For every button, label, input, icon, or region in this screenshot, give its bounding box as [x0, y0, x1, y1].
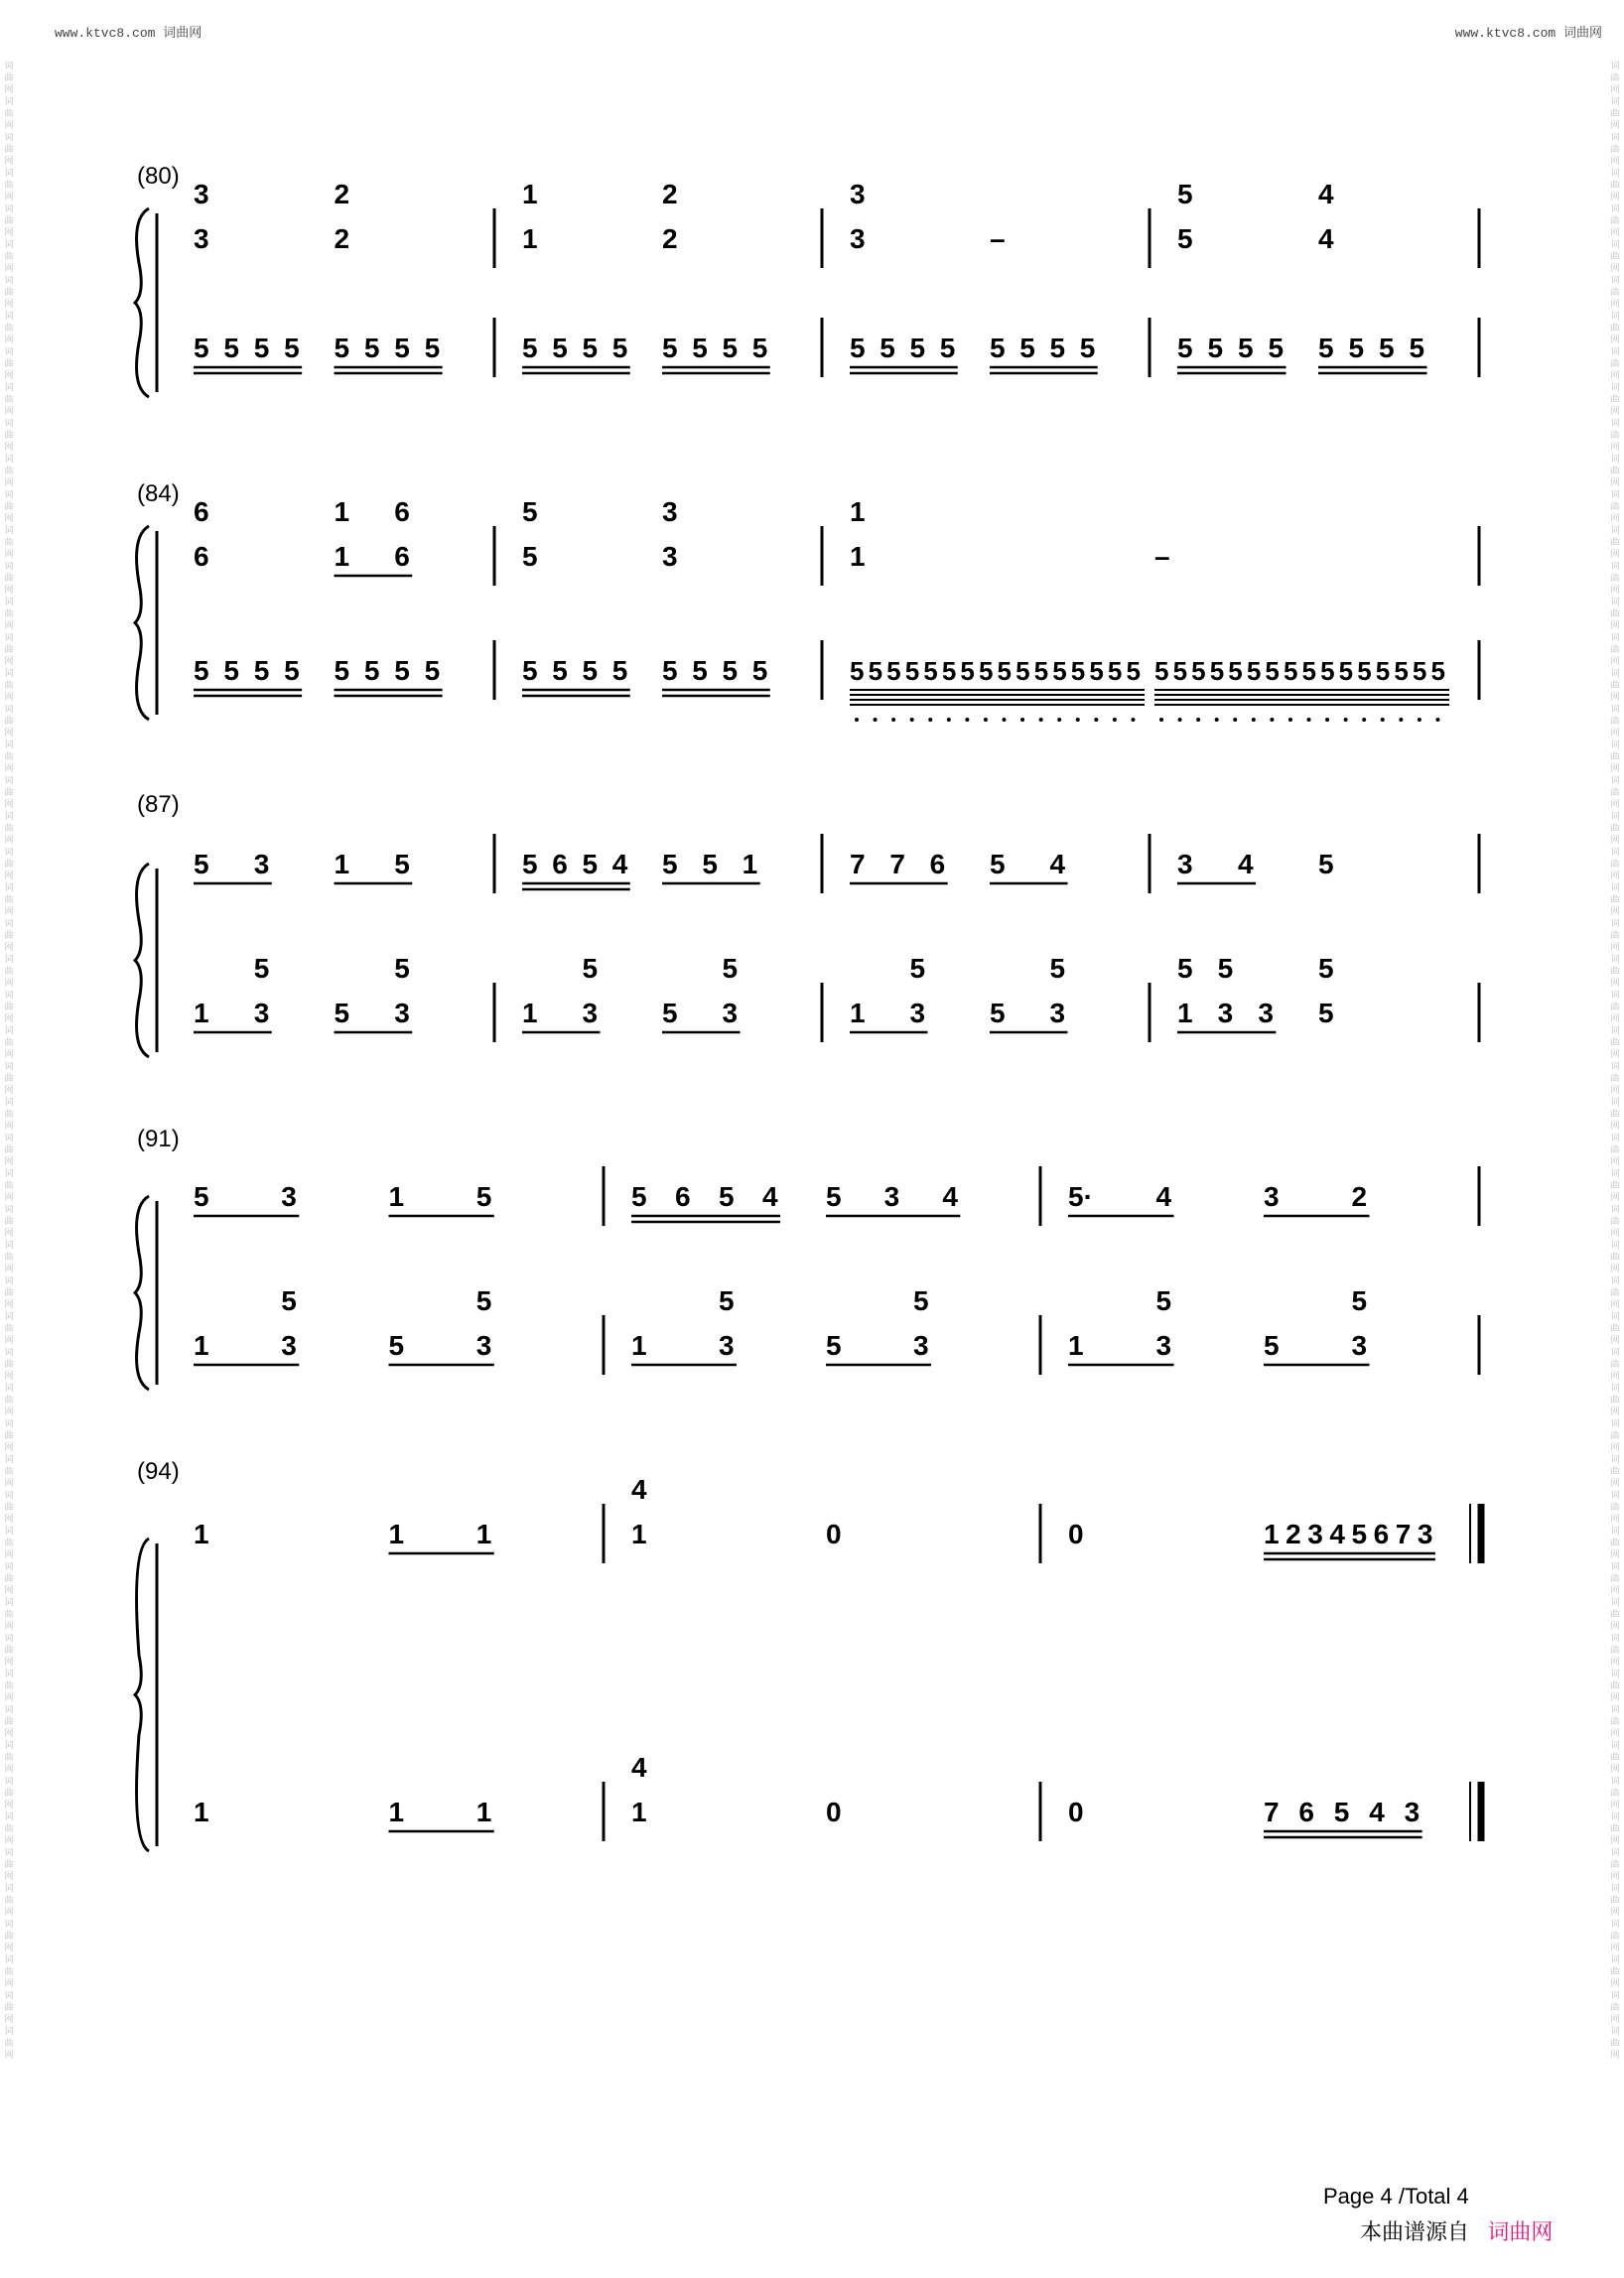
bass-upper-note: 5	[281, 1285, 297, 1316]
octave-dot	[1381, 718, 1385, 722]
treble-note: 4	[611, 849, 628, 879]
bass-note: 5	[1079, 333, 1096, 363]
bass-note: 5	[611, 333, 628, 363]
octave-dot	[1215, 718, 1219, 722]
treble-upper-note: 3	[850, 179, 866, 209]
source-brand-link[interactable]: 词曲网	[1487, 2219, 1554, 2244]
bass-upper-note: 5	[722, 953, 739, 984]
octave-dot	[1399, 718, 1403, 722]
treble-note: 1	[631, 1519, 647, 1549]
bass-note: 1	[631, 1797, 647, 1827]
measure-number: (91)	[137, 1126, 180, 1152]
bass-note: 3	[281, 1330, 297, 1361]
bass-note: 5	[1033, 656, 1049, 686]
octave-dot	[965, 718, 969, 722]
bass-note: 5	[1264, 1330, 1280, 1361]
bass-note: 5	[1268, 333, 1285, 363]
bass-note: 5	[223, 655, 239, 686]
treble-note: 4	[1318, 223, 1334, 254]
treble-note: 3	[1307, 1519, 1323, 1549]
bass-note: 1	[1068, 1330, 1084, 1361]
bass-note: 1	[850, 998, 866, 1028]
brace-icon	[135, 864, 149, 1057]
bass-note: 0	[1068, 1797, 1084, 1827]
treble-note: 5	[522, 849, 538, 879]
bass-note: 5	[868, 656, 883, 686]
bass-note: 5	[960, 656, 975, 686]
bass-note: 5	[751, 333, 768, 363]
bass-note: 3	[582, 998, 599, 1028]
treble-upper-note: 6	[394, 496, 410, 527]
bass-note: 3	[1351, 1330, 1368, 1361]
bass-note: 5	[850, 656, 865, 686]
bass-note: 5	[751, 655, 768, 686]
bass-note: 5	[522, 655, 538, 686]
bass-note: 5	[662, 998, 678, 1028]
treble-note: 5	[702, 849, 718, 879]
bass-note: 5	[1301, 656, 1316, 686]
bass-note: 3	[909, 998, 926, 1028]
treble-note: 1	[334, 541, 350, 572]
brace-icon	[135, 1539, 149, 1851]
bass-note: 5	[388, 1330, 405, 1361]
treble-upper-note: 4	[1318, 179, 1334, 209]
octave-dot	[1057, 718, 1061, 722]
bass-note: 1	[522, 998, 538, 1028]
measure-number: (80)	[137, 163, 180, 190]
treble-upper-note: 3	[194, 179, 209, 209]
bass-note: 3	[1049, 998, 1066, 1028]
bass-note: 5	[1338, 656, 1354, 686]
bass-note: 5	[1348, 333, 1365, 363]
treble-note: 3	[662, 541, 678, 572]
treble-note: 6	[1373, 1519, 1390, 1549]
octave-dot	[1288, 718, 1292, 722]
treble-note: 1	[522, 223, 538, 254]
bass-note: 6	[1298, 1797, 1314, 1827]
bass-note: 5	[424, 333, 441, 363]
treble-note: 5	[662, 849, 678, 879]
bass-note: 5	[909, 333, 926, 363]
octave-dot	[1418, 718, 1421, 722]
bass-upper-note: 5	[394, 953, 410, 984]
bass-note: 5	[1379, 333, 1395, 363]
octave-dot	[1003, 718, 1007, 722]
octave-dot	[1252, 718, 1256, 722]
bass-note: 4	[1369, 1797, 1385, 1827]
bass-note: 5	[1412, 656, 1427, 686]
treble-upper-note: 1	[334, 496, 350, 527]
treble-note: 3	[1417, 1519, 1433, 1549]
bass-note: 0	[826, 1797, 842, 1827]
right-side-watermark: 词曲网词曲网词曲网词曲网词曲网词曲网词曲网词曲网词曲网词曲网词曲网词曲网词曲网词曲网词曲网词曲网词曲网词曲网词曲网词曲网词曲网词曲网词曲网词曲网词曲网词曲网词曲网词曲网词曲网词曲网词曲网词曲网词曲网词曲网词曲网词曲网词曲网词曲网词曲网词曲网词曲网词曲网词曲网词曲网词曲网词曲网词曲网词曲网词曲网词曲网词曲网词曲网词曲网词曲网词曲网词曲网	[1610, 61, 1620, 2060]
treble-note: 4	[1238, 849, 1254, 879]
bass-note: 5	[334, 998, 350, 1028]
bass-note: 5	[722, 655, 739, 686]
treble-note: 5	[194, 849, 209, 879]
treble-note: 0	[1068, 1519, 1084, 1549]
bass-note: 5	[1015, 656, 1030, 686]
treble-upper-note: 5	[1177, 179, 1193, 209]
bass-upper-note: 5	[1049, 953, 1066, 984]
bass-note: 5	[611, 655, 628, 686]
octave-dot	[1325, 718, 1329, 722]
bass-note: 5	[850, 333, 866, 363]
treble-note: 3	[253, 849, 270, 879]
treble-note: 6	[929, 849, 946, 879]
treble-note: 2	[662, 223, 678, 254]
bass-note: 5	[662, 655, 678, 686]
bass-note: 5	[1320, 656, 1335, 686]
bass-note: 3	[719, 1330, 735, 1361]
treble-upper-note: 1	[522, 179, 538, 209]
treble-note: 5	[582, 849, 599, 879]
octave-dot	[1131, 718, 1135, 722]
treble-note: 0	[826, 1519, 842, 1549]
source-credit	[1360, 2215, 1553, 2246]
bass-note: 5	[1409, 333, 1425, 363]
bass-note: 5	[223, 333, 239, 363]
treble-note: 1	[742, 849, 758, 879]
bass-note: 3	[475, 1330, 492, 1361]
octave-dot	[1435, 718, 1439, 722]
bass-note: 5	[284, 333, 300, 363]
left-side-watermark: 词曲网词曲网词曲网词曲网词曲网词曲网词曲网词曲网词曲网词曲网词曲网词曲网词曲网词曲网词曲网词曲网词曲网词曲网词曲网词曲网词曲网词曲网词曲网词曲网词曲网词曲网词曲网词曲网词曲网词曲网词曲网词曲网词曲网词曲网词曲网词曲网词曲网词曲网词曲网词曲网词曲网词曲网词曲网词曲网词曲网词曲网词曲网词曲网词曲网词曲网词曲网词曲网词曲网词曲网词曲网词曲网	[4, 61, 14, 2060]
octave-dot	[928, 718, 932, 722]
bass-note: 5	[394, 655, 410, 686]
bass-note: 1	[631, 1330, 647, 1361]
treble-note: 5	[1351, 1519, 1368, 1549]
bass-note: 5	[1089, 656, 1104, 686]
systems-group	[135, 163, 1482, 1851]
bass-note: 5	[253, 655, 270, 686]
bass-note: 5	[582, 655, 599, 686]
treble-note: 6	[552, 849, 568, 879]
bass-note: 5	[886, 656, 901, 686]
treble-note: 5	[990, 849, 1006, 879]
system-2	[135, 480, 1479, 722]
bass-note: 5	[552, 333, 568, 363]
bass-note: 5	[552, 655, 568, 686]
bass-note: 5	[990, 333, 1006, 363]
bass-note: 1	[194, 998, 209, 1028]
bass-note: 5	[1052, 656, 1067, 686]
bass-note: 5	[1172, 656, 1188, 686]
bass-note: 5	[939, 333, 956, 363]
page-indicator	[1323, 2184, 1469, 2210]
bass-note: 5	[194, 655, 209, 686]
measure-number: (84)	[137, 480, 180, 507]
bass-note: 5	[1019, 333, 1035, 363]
bass-note: 5	[1318, 998, 1334, 1028]
bass-note: 5	[1209, 656, 1225, 686]
system-1	[135, 163, 1479, 397]
system-3	[135, 791, 1479, 1057]
bass-note: 5	[194, 333, 209, 363]
treble-note: 1	[850, 541, 866, 572]
header-right-text: www.ktvc8.com 词曲网	[1454, 26, 1602, 41]
treble-note: 5	[719, 1181, 735, 1212]
bass-note: 5	[978, 656, 994, 686]
treble-upper-note: 2	[662, 179, 678, 209]
bass-upper-note: 5	[909, 953, 926, 984]
bass-note: 1	[388, 1797, 405, 1827]
treble-note: 2	[334, 223, 350, 254]
bass-note: 5	[662, 333, 678, 363]
octave-dot	[1196, 718, 1200, 722]
treble-note: 5	[631, 1181, 647, 1212]
treble-upper-note: 3	[662, 496, 678, 527]
octave-dot	[1076, 718, 1080, 722]
bass-note: 5	[1394, 656, 1409, 686]
octave-dot	[1178, 718, 1182, 722]
treble-note: 7	[850, 849, 866, 879]
bass-note: 1	[1177, 998, 1193, 1028]
treble-note: 5	[826, 1181, 842, 1212]
bass-note: 3	[1217, 998, 1234, 1028]
bass-note: 5	[692, 655, 708, 686]
bass-note: 3	[394, 998, 410, 1028]
treble-note: 3	[850, 223, 866, 254]
bass-note: 5	[284, 655, 300, 686]
bass-note: 3	[253, 998, 270, 1028]
treble-note: 3	[194, 223, 209, 254]
bass-note: 3	[1404, 1797, 1421, 1827]
octave-dot	[1020, 718, 1024, 722]
octave-dot	[1039, 718, 1043, 722]
octave-dot	[1094, 718, 1098, 722]
bass-upper-note: 5	[475, 1285, 492, 1316]
bass-note: 3	[1258, 998, 1274, 1028]
bass-note: 5	[1191, 656, 1206, 686]
bass-note: 5	[1070, 656, 1086, 686]
treble-note: 2	[1286, 1519, 1301, 1549]
treble-note: 4	[1329, 1519, 1345, 1549]
octave-dot	[984, 718, 988, 722]
bass-note: 5	[1126, 656, 1141, 686]
bass-note: 3	[1155, 1330, 1172, 1361]
treble-note: 5	[1318, 849, 1334, 879]
bass-note: 5	[1333, 1797, 1350, 1827]
octave-dot	[910, 718, 914, 722]
bass-upper-note: 5	[719, 1285, 735, 1316]
treble-note: 6	[394, 541, 410, 572]
bass-note: 1	[194, 1330, 209, 1361]
treble-note: 1	[1264, 1519, 1280, 1549]
bass-note: 5	[1228, 656, 1243, 686]
bass-note: 5	[1238, 333, 1254, 363]
brace-icon	[135, 208, 149, 397]
bass-note: 5	[253, 333, 270, 363]
bass-note: 5	[880, 333, 895, 363]
bass-note: 5	[941, 656, 957, 686]
treble-upper-note: 4	[631, 1474, 647, 1505]
treble-note: 4	[1155, 1181, 1172, 1212]
octave-dot	[1113, 718, 1117, 722]
treble-note: 1	[388, 1181, 405, 1212]
treble-note: 5	[1177, 223, 1193, 254]
octave-dot	[947, 718, 951, 722]
treble-note: 3	[883, 1181, 900, 1212]
bass-upper-note: 5	[1155, 1285, 1172, 1316]
bass-note: 5	[363, 333, 380, 363]
bass-upper-note: 5	[1318, 953, 1334, 984]
bass-note: 5	[904, 656, 920, 686]
bass-upper-note: 5	[1351, 1285, 1368, 1316]
treble-note: 6	[194, 541, 209, 572]
system-4	[135, 1126, 1479, 1390]
bass-note: 5	[394, 333, 410, 363]
bass-note: 5	[424, 655, 441, 686]
bass-note: 1	[475, 1797, 492, 1827]
treble-note: 1	[475, 1519, 492, 1549]
bass-upper-note: 5	[253, 953, 270, 984]
header-left-text: www.ktvc8.com 词曲网	[55, 26, 203, 41]
treble-note: 3	[1177, 849, 1193, 879]
treble-note: 4	[942, 1181, 958, 1212]
bass-note: 5	[990, 998, 1006, 1028]
bass-note: 5	[997, 656, 1012, 686]
bass-note: 5	[334, 333, 350, 363]
octave-dot	[874, 718, 878, 722]
bass-note: 5	[1177, 333, 1193, 363]
bass-note: 5	[1283, 656, 1298, 686]
bass-note: 5	[1430, 656, 1445, 686]
bass-note: 5	[522, 333, 538, 363]
treble-upper-note: 2	[334, 179, 350, 209]
bass-note: 5	[923, 656, 938, 686]
bass-note: 3	[913, 1330, 929, 1361]
treble-note: 1	[388, 1519, 405, 1549]
bass-upper-note: 5	[1177, 953, 1193, 984]
bass-upper-note: 5	[913, 1285, 929, 1316]
bass-note: 5	[1357, 656, 1372, 686]
treble-note: –	[1154, 541, 1170, 572]
octave-dot	[1233, 718, 1237, 722]
treble-note: 5	[475, 1181, 492, 1212]
treble-note: 5	[194, 1181, 209, 1212]
bass-note: 3	[722, 998, 739, 1028]
treble-upper-note: 6	[194, 496, 209, 527]
treble-note: 3	[1264, 1181, 1280, 1212]
bass-note: 5	[722, 333, 739, 363]
octave-dot	[1159, 718, 1163, 722]
treble-note: 2	[1351, 1181, 1368, 1212]
bass-note: 5	[1246, 656, 1262, 686]
bass-upper-note: 5	[582, 953, 599, 984]
octave-dot	[1270, 718, 1274, 722]
measure-number: (94)	[137, 1458, 180, 1485]
bass-note: 5	[1154, 656, 1169, 686]
bass-note: 5	[582, 333, 599, 363]
treble-note: 5·	[1068, 1181, 1093, 1212]
treble-note: 4	[762, 1181, 778, 1212]
bass-note: 5	[1318, 333, 1334, 363]
treble-note: 3	[281, 1181, 297, 1212]
treble-note: 6	[675, 1181, 691, 1212]
treble-note: 1	[334, 849, 350, 879]
treble-upper-note: 1	[850, 496, 866, 527]
bass-note: 5	[692, 333, 708, 363]
treble-note: 1	[194, 1519, 209, 1549]
system-5	[135, 1458, 1482, 1851]
treble-note: 7	[889, 849, 905, 879]
source-prefix: 本曲谱源自	[1360, 2219, 1470, 2244]
bass-note: 5	[826, 1330, 842, 1361]
bass-note: 5	[1107, 656, 1123, 686]
bass-upper-note: 5	[1217, 953, 1234, 984]
bass-note: 5	[1207, 333, 1224, 363]
octave-dot	[1344, 718, 1348, 722]
measure-number: (87)	[137, 791, 180, 818]
brace-icon	[135, 1196, 149, 1390]
octave-dot	[891, 718, 895, 722]
treble-note: 4	[1049, 849, 1066, 879]
bass-note: 5	[1375, 656, 1391, 686]
bass-note: 1	[194, 1797, 209, 1827]
bass-note: 5	[1049, 333, 1066, 363]
page-number-text: Page 4 /Total 4	[1323, 2184, 1469, 2209]
octave-dot	[1307, 718, 1311, 722]
treble-note: 5	[522, 541, 538, 572]
treble-note: 7	[1395, 1519, 1412, 1549]
treble-note: –	[990, 223, 1006, 254]
bass-note: 5	[1265, 656, 1280, 686]
bass-upper-note: 4	[631, 1752, 647, 1783]
treble-note: 5	[394, 849, 410, 879]
bass-note: 7	[1264, 1797, 1280, 1827]
bass-note: 5	[334, 655, 350, 686]
bass-note: 5	[363, 655, 380, 686]
octave-dot	[1362, 718, 1366, 722]
octave-dot	[855, 718, 859, 722]
treble-upper-note: 5	[522, 496, 538, 527]
brace-icon	[135, 526, 149, 720]
